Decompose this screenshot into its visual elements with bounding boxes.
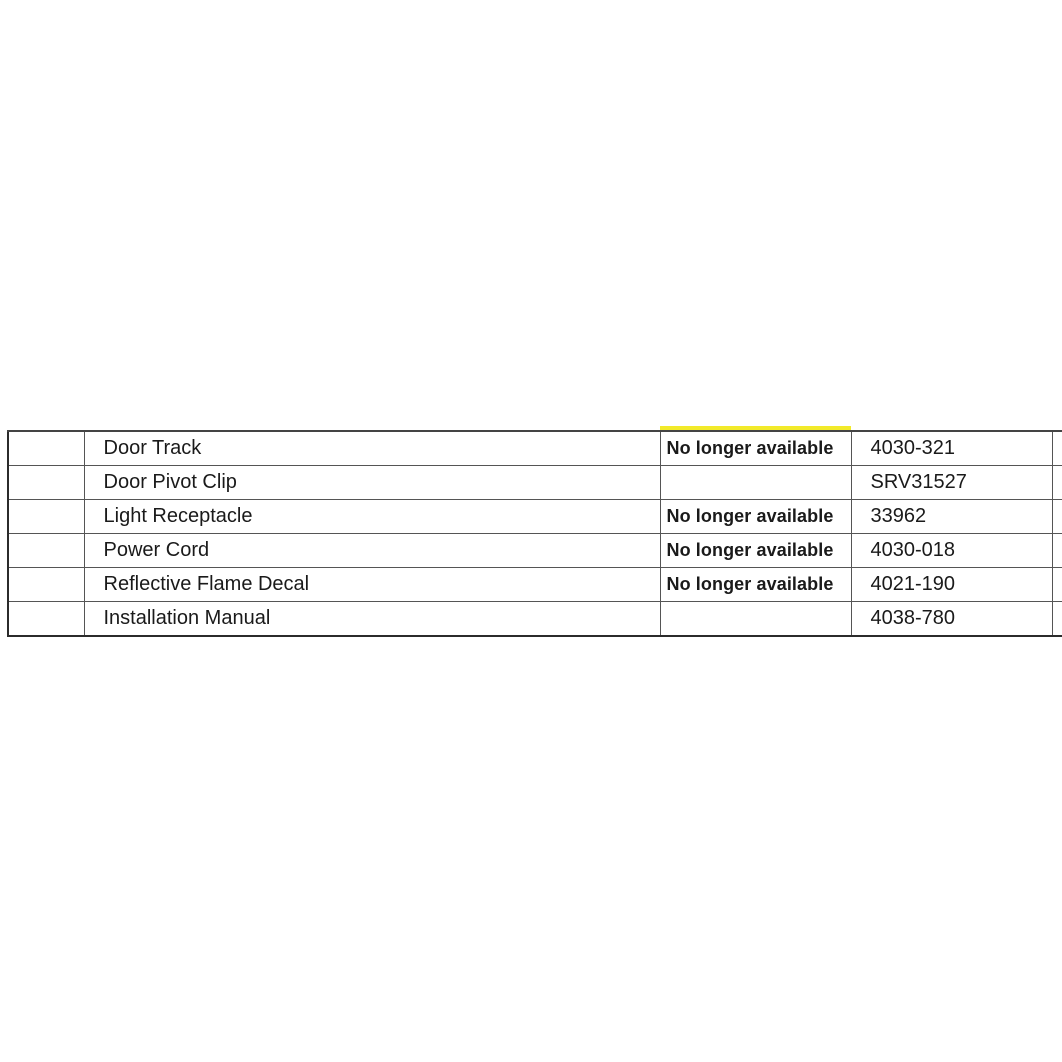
description-cell: Reflective Flame Decal: [84, 568, 660, 602]
blank-cell: [8, 500, 84, 534]
status-cell: No longer available: [660, 431, 851, 466]
table-row: [8, 568, 1062, 602]
description-cell: Light Receptacle: [84, 500, 660, 534]
part-number-cell: SRV31527: [851, 466, 1052, 500]
table-row: [8, 500, 1062, 534]
part-number-cell: 4038-780: [851, 602, 1052, 637]
status-cell: [660, 602, 851, 637]
trailing-cell: [1052, 602, 1062, 637]
table-row: [8, 431, 1062, 466]
blank-cell: [8, 466, 84, 500]
blank-cell: [8, 602, 84, 637]
blank-cell: [8, 568, 84, 602]
description-cell: Installation Manual: [84, 602, 660, 637]
blank-cell: [8, 431, 84, 466]
table-row: [8, 466, 1062, 500]
parts-table: [7, 430, 1062, 637]
trailing-cell: [1052, 534, 1062, 568]
part-number-cell: 4030-018: [851, 534, 1052, 568]
part-number-cell: 33962: [851, 500, 1052, 534]
description-cell: Door Track: [84, 431, 660, 466]
trailing-cell: [1052, 431, 1062, 466]
trailing-cell: [1052, 568, 1062, 602]
description-cell: Power Cord: [84, 534, 660, 568]
blank-cell: [8, 534, 84, 568]
table-row: [8, 534, 1062, 568]
status-cell: [660, 466, 851, 500]
status-cell: No longer available: [660, 500, 851, 534]
trailing-cell: [1052, 500, 1062, 534]
table-row: [8, 602, 1062, 637]
part-number-cell: 4021-190: [851, 568, 1052, 602]
description-cell: Door Pivot Clip: [84, 466, 660, 500]
trailing-cell: [1052, 466, 1062, 500]
status-cell: No longer available: [660, 534, 851, 568]
status-cell: No longer available: [660, 568, 851, 602]
part-number-cell: 4030-321: [851, 431, 1052, 466]
